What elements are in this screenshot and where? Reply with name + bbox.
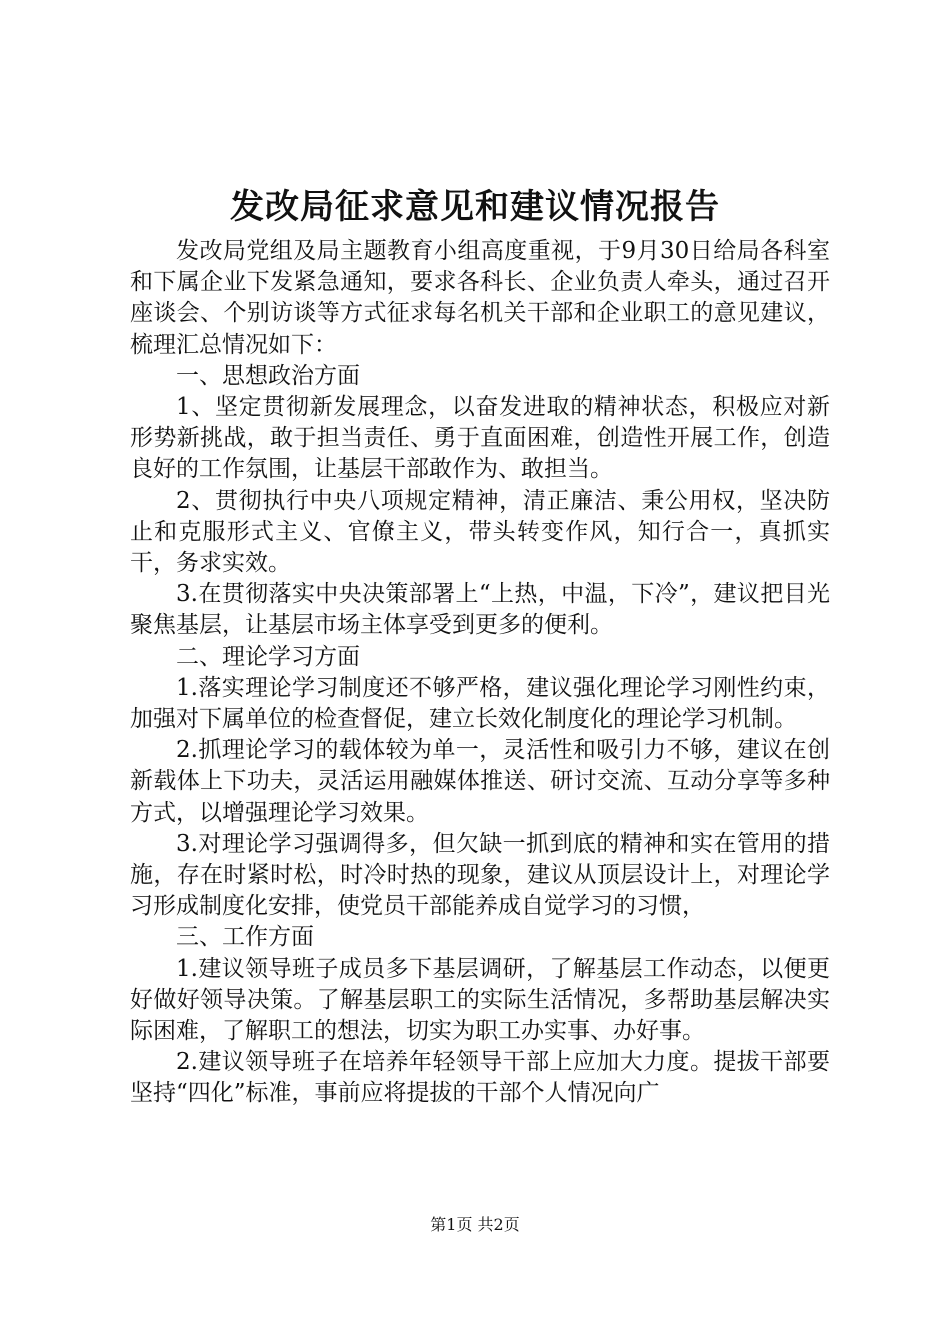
- paragraph-work-2: 2.建议领导班子在培养年轻领导干部上应加大力度。提拔干部要坚持“四化”标准，事前应将提拔的干部个人情况向广: [130, 1049, 830, 1107]
- paragraph-theory-3: 3.对理论学习强调得多，但欠缺一抓到底的精神和实在管用的措施，存在时紧时松，时冷时热的现象，建议从顶层设计上，对理论学习形成制度化安排，使党员干部能养成自觉学习的习惯，: [130, 830, 830, 920]
- section-heading-theory: 二、理论学习方面: [176, 643, 360, 670]
- paragraph-ideology-1: 1、坚定贯彻新发展理念，以奋发进取的精神状态，积极应对新形势新挑战，敢于担当责任、勇于直面困难，创造性开展工作，创造良好的工作氛围，让基层干部敢作为、敢担当。: [130, 394, 830, 483]
- section-heading-ideology: 一、思想政治方面: [176, 362, 360, 389]
- paragraph-ideology-3: 3.在贯彻落实中央决策部署上“上热，中温，下冷”，建议把目光聚焦基层，让基层市场主体享受到更多的便利。: [130, 581, 830, 639]
- paragraph-ideology-2: 2、贯彻执行中央八项规定精神，清正廉洁、秉公用权，坚决防止和克服形式主义、官僚主义，带头转变作风，知行合一，真抓实干，务求实效。: [130, 487, 830, 577]
- page-footer: 第1页 共2页: [430, 1215, 520, 1234]
- paragraph-work-1: 1.建议领导班子成员多下基层调研，了解基层工作动态，以便更好做好领导决策。了解基层职工的实际生活情况，多帮助基层解决实际困难，了解职工的想法，切实为职工办实事、办好事。: [130, 955, 830, 1045]
- document-body: [130, 236, 830, 1110]
- paragraph-theory-1: 1.落实理论学习制度还不够严格，建议强化理论学习刚性约束，加强对下属单位的检查督促，建立长效化制度化的理论学习机制。: [130, 674, 830, 733]
- paragraph-theory-2: 2.抓理论学习的载体较为单一，灵活性和吸引力不够，建议在创新载体上下功夫，灵活运用融媒体推送、研讨交流、互动分享等多种方式，以增强理论学习效果。: [130, 737, 830, 826]
- paragraph-intro: 发改局党组及局主题教育小组高度重视，于9月30日给局各科室和下属企业下发紧急通知，要求各科长、企业负责人牵头，通过召开座谈会、个别访谈等方式征求每名机关干部和企业职工的意见建议，梳理汇总情况如下：: [130, 238, 830, 358]
- section-heading-work: 三、工作方面: [176, 924, 314, 951]
- document-title: 发改局征求意见和建议情况报告: [230, 187, 720, 227]
